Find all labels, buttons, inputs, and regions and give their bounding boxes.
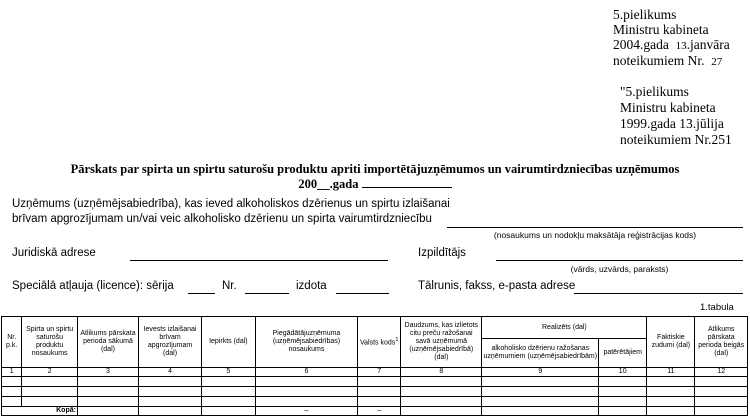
- table-cell[interactable]: [77, 377, 138, 387]
- table-cell[interactable]: [22, 387, 78, 397]
- table-cell[interactable]: [647, 387, 695, 397]
- col-num: 12: [695, 368, 748, 377]
- table-cell[interactable]: [77, 387, 138, 397]
- table-label: 1.tabula: [700, 302, 734, 313]
- table-cell[interactable]: [202, 397, 256, 407]
- table-cell[interactable]: [401, 377, 482, 387]
- executor-field[interactable]: [496, 260, 743, 261]
- company-label-line2: brīvam apgrozījumam un/vai veic alkoholisko dzērienu un spirta vairumtirdzniecību: [12, 213, 432, 225]
- regulation-date-old: 1999.gada 13.jūlija: [620, 116, 724, 131]
- table-cell[interactable]: [255, 377, 358, 387]
- header-supplier: Piegādātājuzņēmuma (uzņēmējsabiedrības) nosaukums: [255, 317, 358, 368]
- license-issued-label: izdota: [296, 280, 327, 292]
- header-nr: Nr. p.k.: [2, 317, 22, 368]
- col-num: 10: [599, 368, 647, 377]
- col-num: 3: [77, 368, 138, 377]
- col-num: 2: [22, 368, 78, 377]
- contacts-label: Tālrunis, fakss, e-pasta adrese: [418, 280, 576, 292]
- executor-label: Izpildītājs: [418, 247, 466, 259]
- table-cell[interactable]: [202, 407, 256, 416]
- table-cell[interactable]: [2, 377, 22, 387]
- table-row: [2, 377, 748, 387]
- table-cell[interactable]: [647, 407, 695, 416]
- col-num: 8: [401, 368, 482, 377]
- table-cell[interactable]: [202, 387, 256, 397]
- report-title: Pārskats par spirta un spirtu saturošu produktu apriti importētājuzņēmumos un vairumtirdzniecības uzņēmumos: [70, 162, 680, 176]
- header-losses: Faktiskie zudumi (dal): [647, 317, 695, 368]
- table-cell[interactable]: [138, 387, 201, 397]
- table-cell[interactable]: [599, 377, 647, 387]
- regulation-number: noteikumiem Nr. 27: [613, 53, 723, 68]
- table-cell[interactable]: [202, 377, 256, 387]
- col-num: 9: [482, 368, 599, 377]
- table-cell[interactable]: [77, 407, 138, 416]
- header-balance-end: Atlikums pārskata perioda beigās (dal): [695, 317, 748, 368]
- license-label: Speciālā atļauja (licence): sērija: [12, 280, 174, 292]
- header-balance-start: Atlikums pārskata perioda sākumā (dal): [77, 317, 138, 368]
- company-caption: (nosaukums un nodokļu maksātāja reģistrācijas kods): [493, 230, 697, 240]
- appendix-label: 5.pielikums: [613, 7, 677, 22]
- report-table: [1, 316, 748, 416]
- table-cell[interactable]: [647, 397, 695, 407]
- header-sold-consumers: patērētājiem: [599, 339, 647, 368]
- company-name-field[interactable]: [447, 227, 743, 228]
- table-cell[interactable]: [22, 397, 78, 407]
- appendix-label-old: "5.pielikums: [620, 84, 689, 99]
- total-label: Kopā:: [2, 407, 78, 416]
- address-field[interactable]: [130, 260, 388, 261]
- table-cell[interactable]: [482, 397, 599, 407]
- col-num: 4: [138, 368, 201, 377]
- report-year: 200__.gada: [0, 177, 750, 192]
- regulation-number-old: noteikumiem Nr.251: [620, 132, 732, 147]
- executor-caption: (vārds, uzvārds, paraksts): [570, 264, 669, 274]
- header-purchased: Iepirkts (dal): [202, 317, 256, 368]
- table-cell[interactable]: [358, 397, 401, 407]
- license-issued-field[interactable]: [336, 293, 389, 294]
- contacts-field[interactable]: [574, 293, 743, 294]
- table-row: [2, 397, 748, 407]
- table-cell[interactable]: [599, 397, 647, 407]
- table-cell[interactable]: [2, 397, 22, 407]
- table-cell[interactable]: [138, 397, 201, 407]
- table-cell[interactable]: [599, 387, 647, 397]
- total-row: [2, 407, 748, 416]
- license-number-field[interactable]: [245, 293, 289, 294]
- table-cell[interactable]: [695, 407, 748, 416]
- header-country-code: Valsts kods$^1$: [358, 317, 401, 368]
- table-cell[interactable]: [482, 387, 599, 397]
- header-used: Daudzums, kas izlietots citu preču ražošanai savā uzņēmumā (uzņēmējsabiedrībā) (dal): [401, 317, 482, 368]
- column-numbers-row: [2, 368, 748, 377]
- table-cell[interactable]: [358, 387, 401, 397]
- table-cell[interactable]: [482, 407, 599, 416]
- table-cell[interactable]: [2, 387, 22, 397]
- table-row: [2, 387, 748, 397]
- license-nr-label: Nr.: [222, 280, 237, 292]
- header-product-name: Spirta un spirtu saturošu produktu nosaukums: [22, 317, 78, 368]
- col-num: 5: [202, 368, 256, 377]
- col-num: 6: [255, 368, 358, 377]
- table-cell[interactable]: [647, 377, 695, 387]
- table-cell[interactable]: [138, 407, 201, 416]
- cabinet-label: Ministru kabineta: [613, 22, 709, 37]
- table-cell[interactable]: [695, 387, 748, 397]
- table-cell[interactable]: [695, 377, 748, 387]
- table-cell[interactable]: [599, 407, 647, 416]
- regulation-date: 2004.gada 13.janvāra: [613, 37, 730, 52]
- table-header-row: [2, 317, 748, 339]
- table-cell[interactable]: [695, 397, 748, 407]
- col-num: 11: [647, 368, 695, 377]
- table-cell[interactable]: [77, 397, 138, 407]
- company-label-line1: Uzņēmums (uzņēmējsabiedrība), kas ieved alkoholiskos dzērienus un spirtu izlaišanai: [12, 198, 450, 210]
- table-cell[interactable]: [22, 377, 78, 387]
- table-cell[interactable]: [255, 387, 358, 397]
- col-num: 1: [2, 368, 22, 377]
- col-num: 7: [358, 368, 401, 377]
- total-dash-code: –: [358, 407, 401, 416]
- header-imported: Ievests izlaišanai brīvam apgrozījumam (dal): [138, 317, 201, 368]
- header-sold: Realizēts (dal): [482, 317, 647, 339]
- table-cell[interactable]: [401, 387, 482, 397]
- table-cell[interactable]: [482, 377, 599, 387]
- header-sold-producers: alkoholisko dzērienu ražošanas uzņēmumiem (uzņēmējsabiedrībām): [482, 339, 599, 368]
- table-cell[interactable]: [138, 377, 201, 387]
- cabinet-label-old: Ministru kabineta: [620, 100, 716, 115]
- table-cell[interactable]: [401, 397, 482, 407]
- table-cell[interactable]: [401, 407, 482, 416]
- license-series-field[interactable]: [188, 293, 215, 294]
- table-cell[interactable]: [358, 377, 401, 387]
- total-dash-supplier: –: [255, 407, 358, 416]
- table-cell[interactable]: [255, 397, 358, 407]
- address-label: Juridiskā adrese: [12, 247, 96, 259]
